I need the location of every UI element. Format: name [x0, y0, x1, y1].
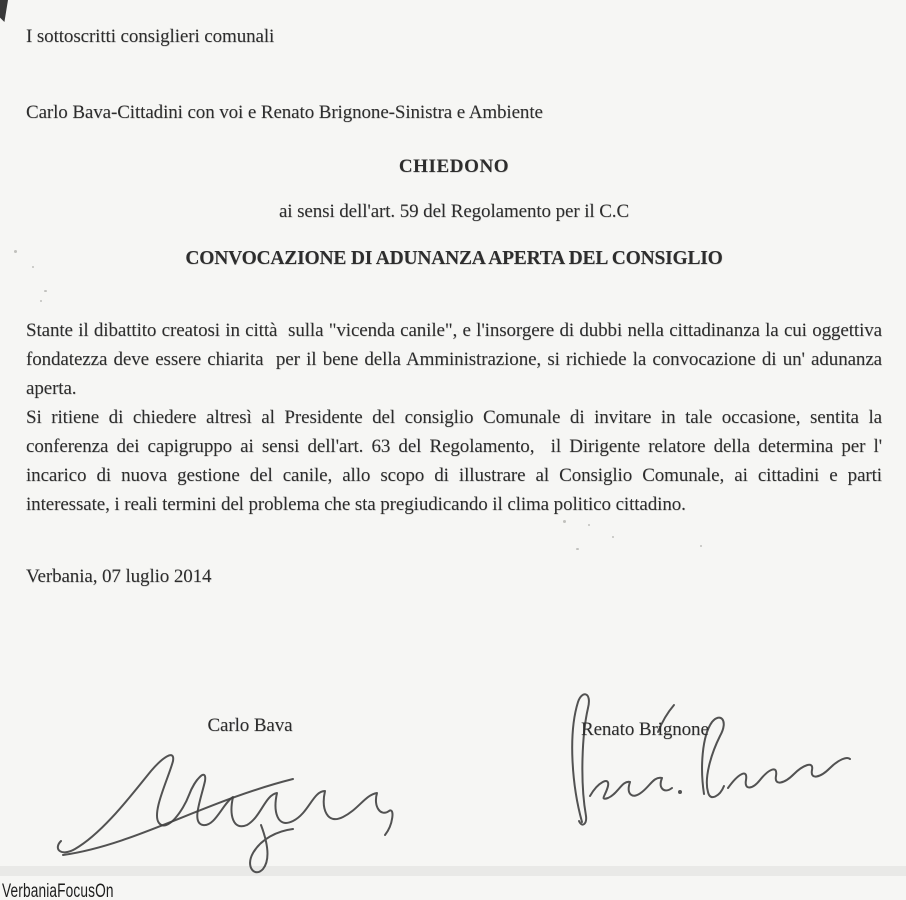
scan-speck — [700, 545, 702, 547]
scan-speck — [44, 290, 47, 292]
body-paragraph-1: Stante il dibattito creatosi in città sulla "vicenda canile", e l'insorgere di dubbi nella cittadinanza la cui oggettiva fondatezza deve essere chiarita per il bene della Amministrazione, si richiede la convocazione di un' adunanza aperta. — [26, 320, 887, 399]
scan-speck — [576, 548, 579, 550]
subject-heading: CONVOCAZIONE DI ADUNANZA APERTA DEL CONSIGLIO — [185, 248, 723, 269]
signer-name-renato-brignone: Renato Brignone — [581, 719, 709, 740]
intro-line: I sottoscritti consiglieri comunali — [26, 26, 275, 47]
scan-speck — [563, 520, 566, 523]
scan-artifact-corner — [0, 0, 8, 22]
article-reference-line: ai sensi dell'art. 59 del Regolamento per il C.C — [278, 201, 630, 222]
watermark-credit: VerbaniaFocusOn — [2, 881, 114, 900]
signer-name-carlo-bava: Carlo Bava — [207, 715, 293, 736]
dateline: Verbania, 07 luglio 2014 — [26, 566, 212, 587]
scan-speck — [588, 524, 590, 526]
body-paragraph-2: Si ritiene di chiedere altresì al Presidente del consiglio Comunale di invitare in tale occasione, sentita la conferenza dei capigruppo ai sensi dell'art. 63 del Regolamento, il Dirigente relatore della determina per l' incarico di nuova gestione del canile, allo scopo di illustrare al Consiglio Comunale, ai cittadini e parti interessate, i reali termini del problema che sta pregiudicando il clima politico cittadino. — [26, 407, 887, 515]
scan-speck — [32, 266, 34, 268]
renato-brignone-signature — [552, 690, 852, 835]
request-heading: CHIEDONO — [398, 156, 510, 177]
scan-speck — [14, 250, 17, 253]
scan-speck — [612, 536, 614, 538]
scan-speck — [545, 470, 548, 472]
scan-speck — [40, 300, 42, 302]
carlo-bava-signature — [55, 737, 395, 877]
signatories-line: Carlo Bava-Cittadini con voi e Renato Brignone-Sinistra e Ambiente — [26, 102, 543, 123]
letter-body — [26, 316, 887, 519]
